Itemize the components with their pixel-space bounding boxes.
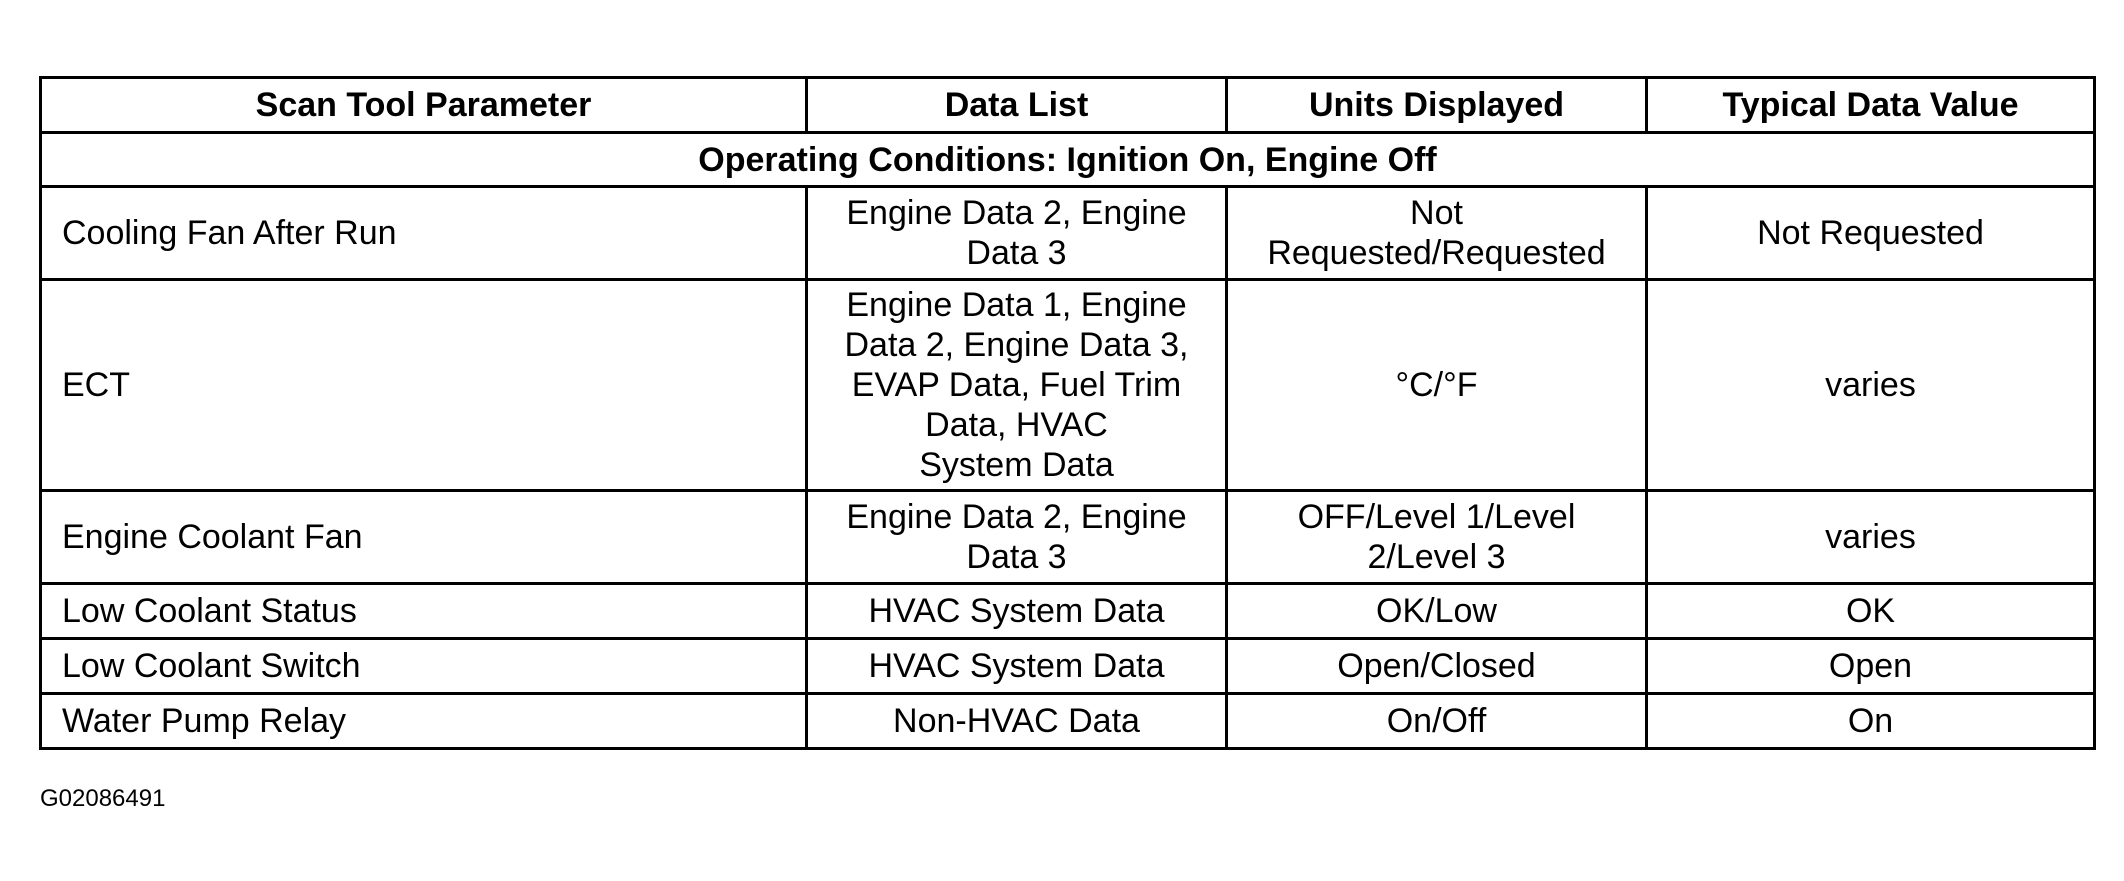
cell-line: System Data [919, 446, 1114, 484]
table-header-row [41, 78, 2095, 133]
cell-line: HVAC System Data [868, 592, 1165, 630]
header-units-displayed: Units Displayed [1227, 78, 1647, 133]
cell-data-list [807, 187, 1227, 280]
cell-line: Not [1410, 194, 1463, 232]
cell-line: On/Off [1386, 702, 1487, 740]
cell-data-list [807, 694, 1227, 749]
cell-data-list [807, 491, 1227, 584]
cell-line: Engine Data 2, Engine [846, 498, 1187, 536]
cell-typical-value: Not Requested [1647, 187, 2095, 280]
cell-parameter: Engine Coolant Fan [41, 491, 807, 584]
cell-parameter: ECT [41, 280, 807, 491]
cell-units [1227, 491, 1647, 584]
table-row [41, 639, 2095, 694]
cell-parameter: Cooling Fan After Run [41, 187, 807, 280]
cell-line: Data 3 [966, 538, 1067, 576]
cell-units [1227, 584, 1647, 639]
table-row [41, 280, 2095, 491]
cell-units [1227, 694, 1647, 749]
cell-typical-value: varies [1647, 491, 2095, 584]
cell-line: Open/Closed [1337, 647, 1536, 685]
cell-line: Engine Data 1, Engine [846, 286, 1187, 324]
table-row [41, 491, 2095, 584]
cell-units [1227, 280, 1647, 491]
cell-data-list [807, 639, 1227, 694]
cell-line: Data, HVAC [925, 406, 1108, 444]
cell-line: EVAP Data, Fuel Trim [851, 366, 1182, 404]
table-row [41, 694, 2095, 749]
cell-parameter: Water Pump Relay [41, 694, 807, 749]
scan-tool-data-table [39, 76, 2096, 750]
cell-line: Data 3 [966, 234, 1067, 272]
cell-line: Data 2, Engine Data 3, [844, 326, 1189, 364]
cell-typical-value: varies [1647, 280, 2095, 491]
section-row [41, 133, 2095, 187]
cell-line: Engine Data 2, Engine [846, 194, 1187, 232]
cell-line: Requested/Requested [1267, 234, 1606, 272]
cell-typical-value: OK [1647, 584, 2095, 639]
cell-parameter: Low Coolant Switch [41, 639, 807, 694]
cell-units [1227, 639, 1647, 694]
table-row [41, 584, 2095, 639]
cell-line: 2/Level 3 [1367, 538, 1506, 576]
cell-data-list [807, 584, 1227, 639]
cell-parameter: Low Coolant Status [41, 584, 807, 639]
header-typical-data-value: Typical Data Value [1647, 78, 2095, 133]
cell-data-list [807, 280, 1227, 491]
cell-line: HVAC System Data [868, 647, 1165, 685]
cell-units [1227, 187, 1647, 280]
header-scan-tool-parameter: Scan Tool Parameter [41, 78, 807, 133]
header-data-list: Data List [807, 78, 1227, 133]
section-label: Operating Conditions: Ignition On, Engine Off [41, 133, 2095, 187]
cell-line: °C/°F [1395, 366, 1478, 404]
cell-typical-value: Open [1647, 639, 2095, 694]
cell-line: OFF/Level 1/Level [1297, 498, 1576, 536]
cell-typical-value: On [1647, 694, 2095, 749]
figure-id: G02086491 [40, 785, 166, 812]
table-row [41, 187, 2095, 280]
cell-line: Non-HVAC Data [893, 702, 1140, 740]
cell-line: OK/Low [1376, 592, 1497, 630]
